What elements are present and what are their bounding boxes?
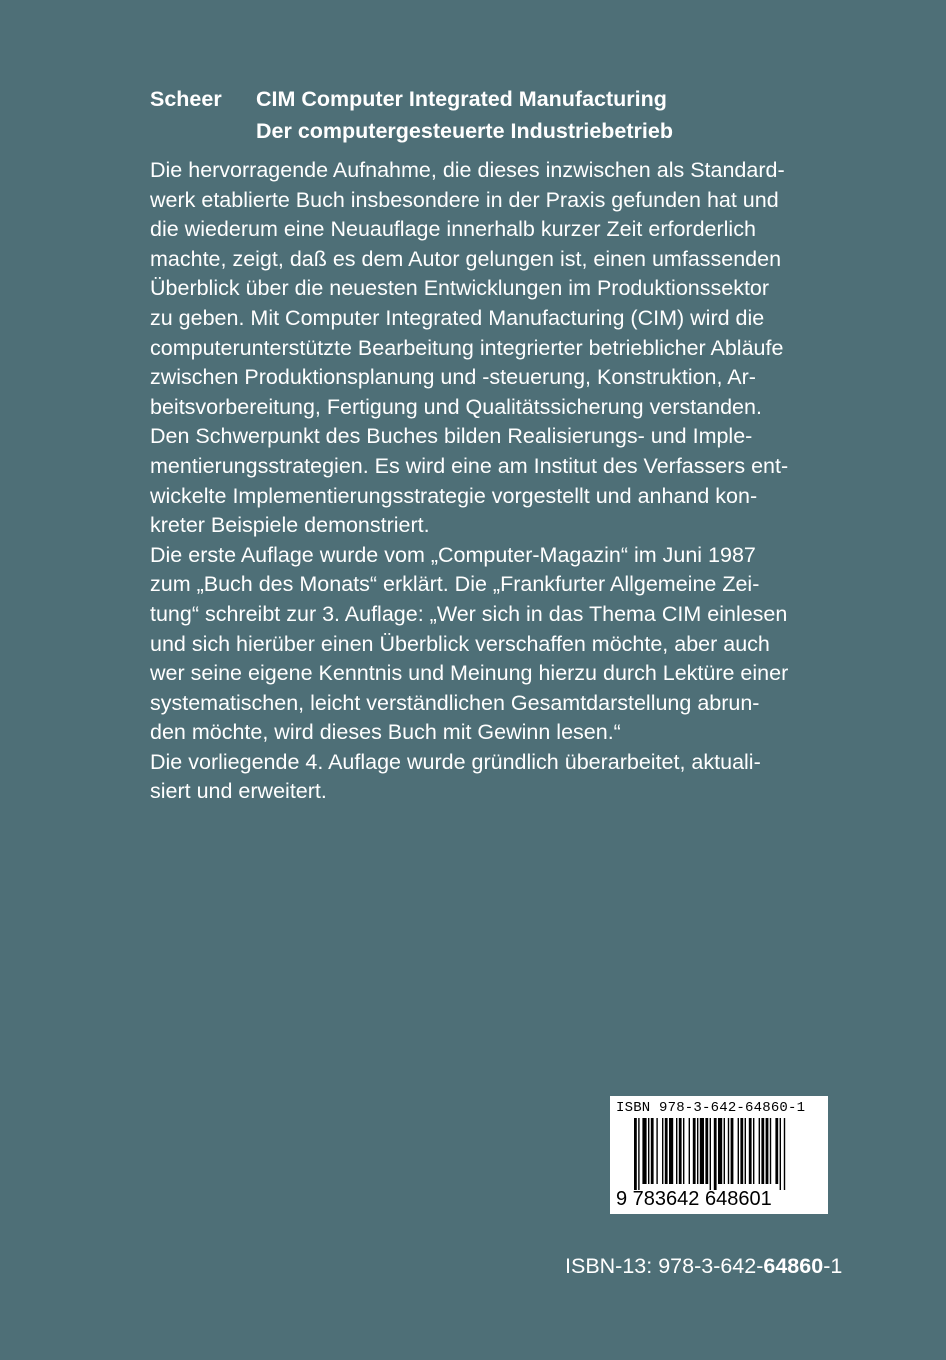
barcode-bar xyxy=(718,1118,722,1184)
blurb-line: zu geben. Mit Computer Integrated Manufacturing (CIM) wird die xyxy=(150,305,765,330)
blurb-line: siert und erweitert. xyxy=(150,779,327,804)
barcode-bar xyxy=(710,1118,711,1190)
blurb-line: machte, zeigt, daß es dem Autor gelungen ist, einen umfassenden xyxy=(150,246,782,271)
barcode-bar xyxy=(759,1118,760,1184)
blurb-line: zum „Buch des Monats“ erklärt. Die „Frankfurter Allgemeine Zei- xyxy=(150,572,760,597)
barcode-bar xyxy=(770,1118,771,1184)
barcode xyxy=(610,1096,828,1214)
blurb-line: Die vorliegende 4. Auflage wurde gründlich überarbeitet, aktuali- xyxy=(150,749,761,774)
barcode-isbn-text: ISBN 978-3-642-64860-1 xyxy=(616,1100,806,1116)
isbn-13-prefix: ISBN-13: 978-3-642- xyxy=(565,1254,764,1278)
barcode-bar xyxy=(638,1118,639,1190)
book-title: CIM Computer Integrated Manufacturing xyxy=(256,87,667,111)
barcode-bar xyxy=(714,1118,717,1190)
blurb-line: beitsvorbereitung, Fertigung und Qualitätssicherung verstanden. xyxy=(150,394,762,419)
blurb-line: Die hervorragende Aufnahme, die dieses inzwischen als Standard- xyxy=(150,158,785,182)
barcode-digits: 9 783642 648601 xyxy=(616,1188,772,1210)
barcode-bar xyxy=(662,1118,663,1184)
blurb-line: mentierungsstrategien. Es wird eine am Institut des Verfassers ent- xyxy=(150,453,789,478)
barcode-bar xyxy=(728,1118,729,1184)
barcode-bar xyxy=(693,1118,696,1184)
isbn-13-bold: 64860 xyxy=(763,1254,824,1278)
barcode-bar xyxy=(651,1118,654,1184)
blurb-line: zwischen Produktionsplanung und -steuerung, Konstruktion, Ar- xyxy=(150,365,756,390)
blurb-line: Den Schwerpunkt des Buches bilden Realisierungs- und Imple- xyxy=(150,424,753,449)
book-subtitle: Der computergesteuerte Industriebetrieb xyxy=(256,119,673,143)
blurb-line: die wiederum eine Neuauflage innerhalb kurzer Zeit erforderlich xyxy=(150,217,756,242)
barcode-bar xyxy=(683,1118,684,1184)
barcode-bar xyxy=(738,1118,739,1184)
barcode-bar xyxy=(676,1118,677,1184)
blurb-line: werk etablierte Buch insbesondere in der Praxis gefunden hat und xyxy=(150,187,779,212)
author-name: Scheer xyxy=(150,87,222,111)
blurb-text xyxy=(150,156,840,807)
barcode-bar xyxy=(665,1118,668,1184)
blurb-line: den möchte, wird dieses Buch mit Gewinn lesen.“ xyxy=(150,720,621,745)
barcode-bar xyxy=(731,1118,734,1184)
barcode-bar xyxy=(648,1118,649,1184)
blurb-line: systematischen, leicht verständlichen Gesamtdarstellung abrun- xyxy=(150,690,760,715)
blurb-line: wer seine eigene Kenntnis und Meinung hierzu durch Lektüre einer xyxy=(150,661,789,686)
barcode-bar xyxy=(761,1118,764,1184)
blurb-line: Die erste Auflage wurde vom „Computer-Magazin“ im Juni 1987 xyxy=(150,542,756,567)
barcode-bar xyxy=(780,1118,781,1190)
barcode-bar xyxy=(689,1118,690,1184)
isbn-13-suffix: -1 xyxy=(823,1254,843,1278)
barcode-bar xyxy=(740,1118,743,1184)
barcode-bar xyxy=(679,1118,682,1184)
barcode-bar xyxy=(700,1118,704,1184)
barcode-bar xyxy=(705,1118,708,1184)
barcode-bar xyxy=(753,1118,754,1184)
barcode-bar xyxy=(766,1118,769,1184)
barcode-bar xyxy=(724,1118,725,1184)
barcode-bar xyxy=(656,1118,657,1184)
barcode-bar xyxy=(697,1118,698,1184)
barcode-bar xyxy=(749,1118,752,1184)
barcode-bar xyxy=(784,1118,785,1190)
blurb-line: kreter Beispiele demonstriert. xyxy=(150,513,430,538)
barcode-bar xyxy=(634,1118,637,1190)
blurb-line: tung“ schreibt zur 3. Auflage: „Wer sich in das Thema CIM einlesen xyxy=(150,601,788,626)
blurb-line: und sich hierüber einen Überblick verschaffen möchte, aber auch xyxy=(150,631,770,656)
isbn-13 xyxy=(565,1254,842,1279)
blurb-line: wickelte Implementierungsstrategie vorgestellt und anhand kon- xyxy=(150,483,758,508)
barcode-bar xyxy=(775,1118,778,1184)
blurb-line: computerunterstützte Bearbeitung integrierter betrieblicher Abläufe xyxy=(150,335,784,360)
blurb-line: Überblick über die neuesten Entwicklungen im Produktionssektor xyxy=(150,276,770,301)
barcode-bar xyxy=(642,1118,646,1184)
barcode-bar xyxy=(669,1118,673,1184)
barcode-bar xyxy=(745,1118,746,1184)
